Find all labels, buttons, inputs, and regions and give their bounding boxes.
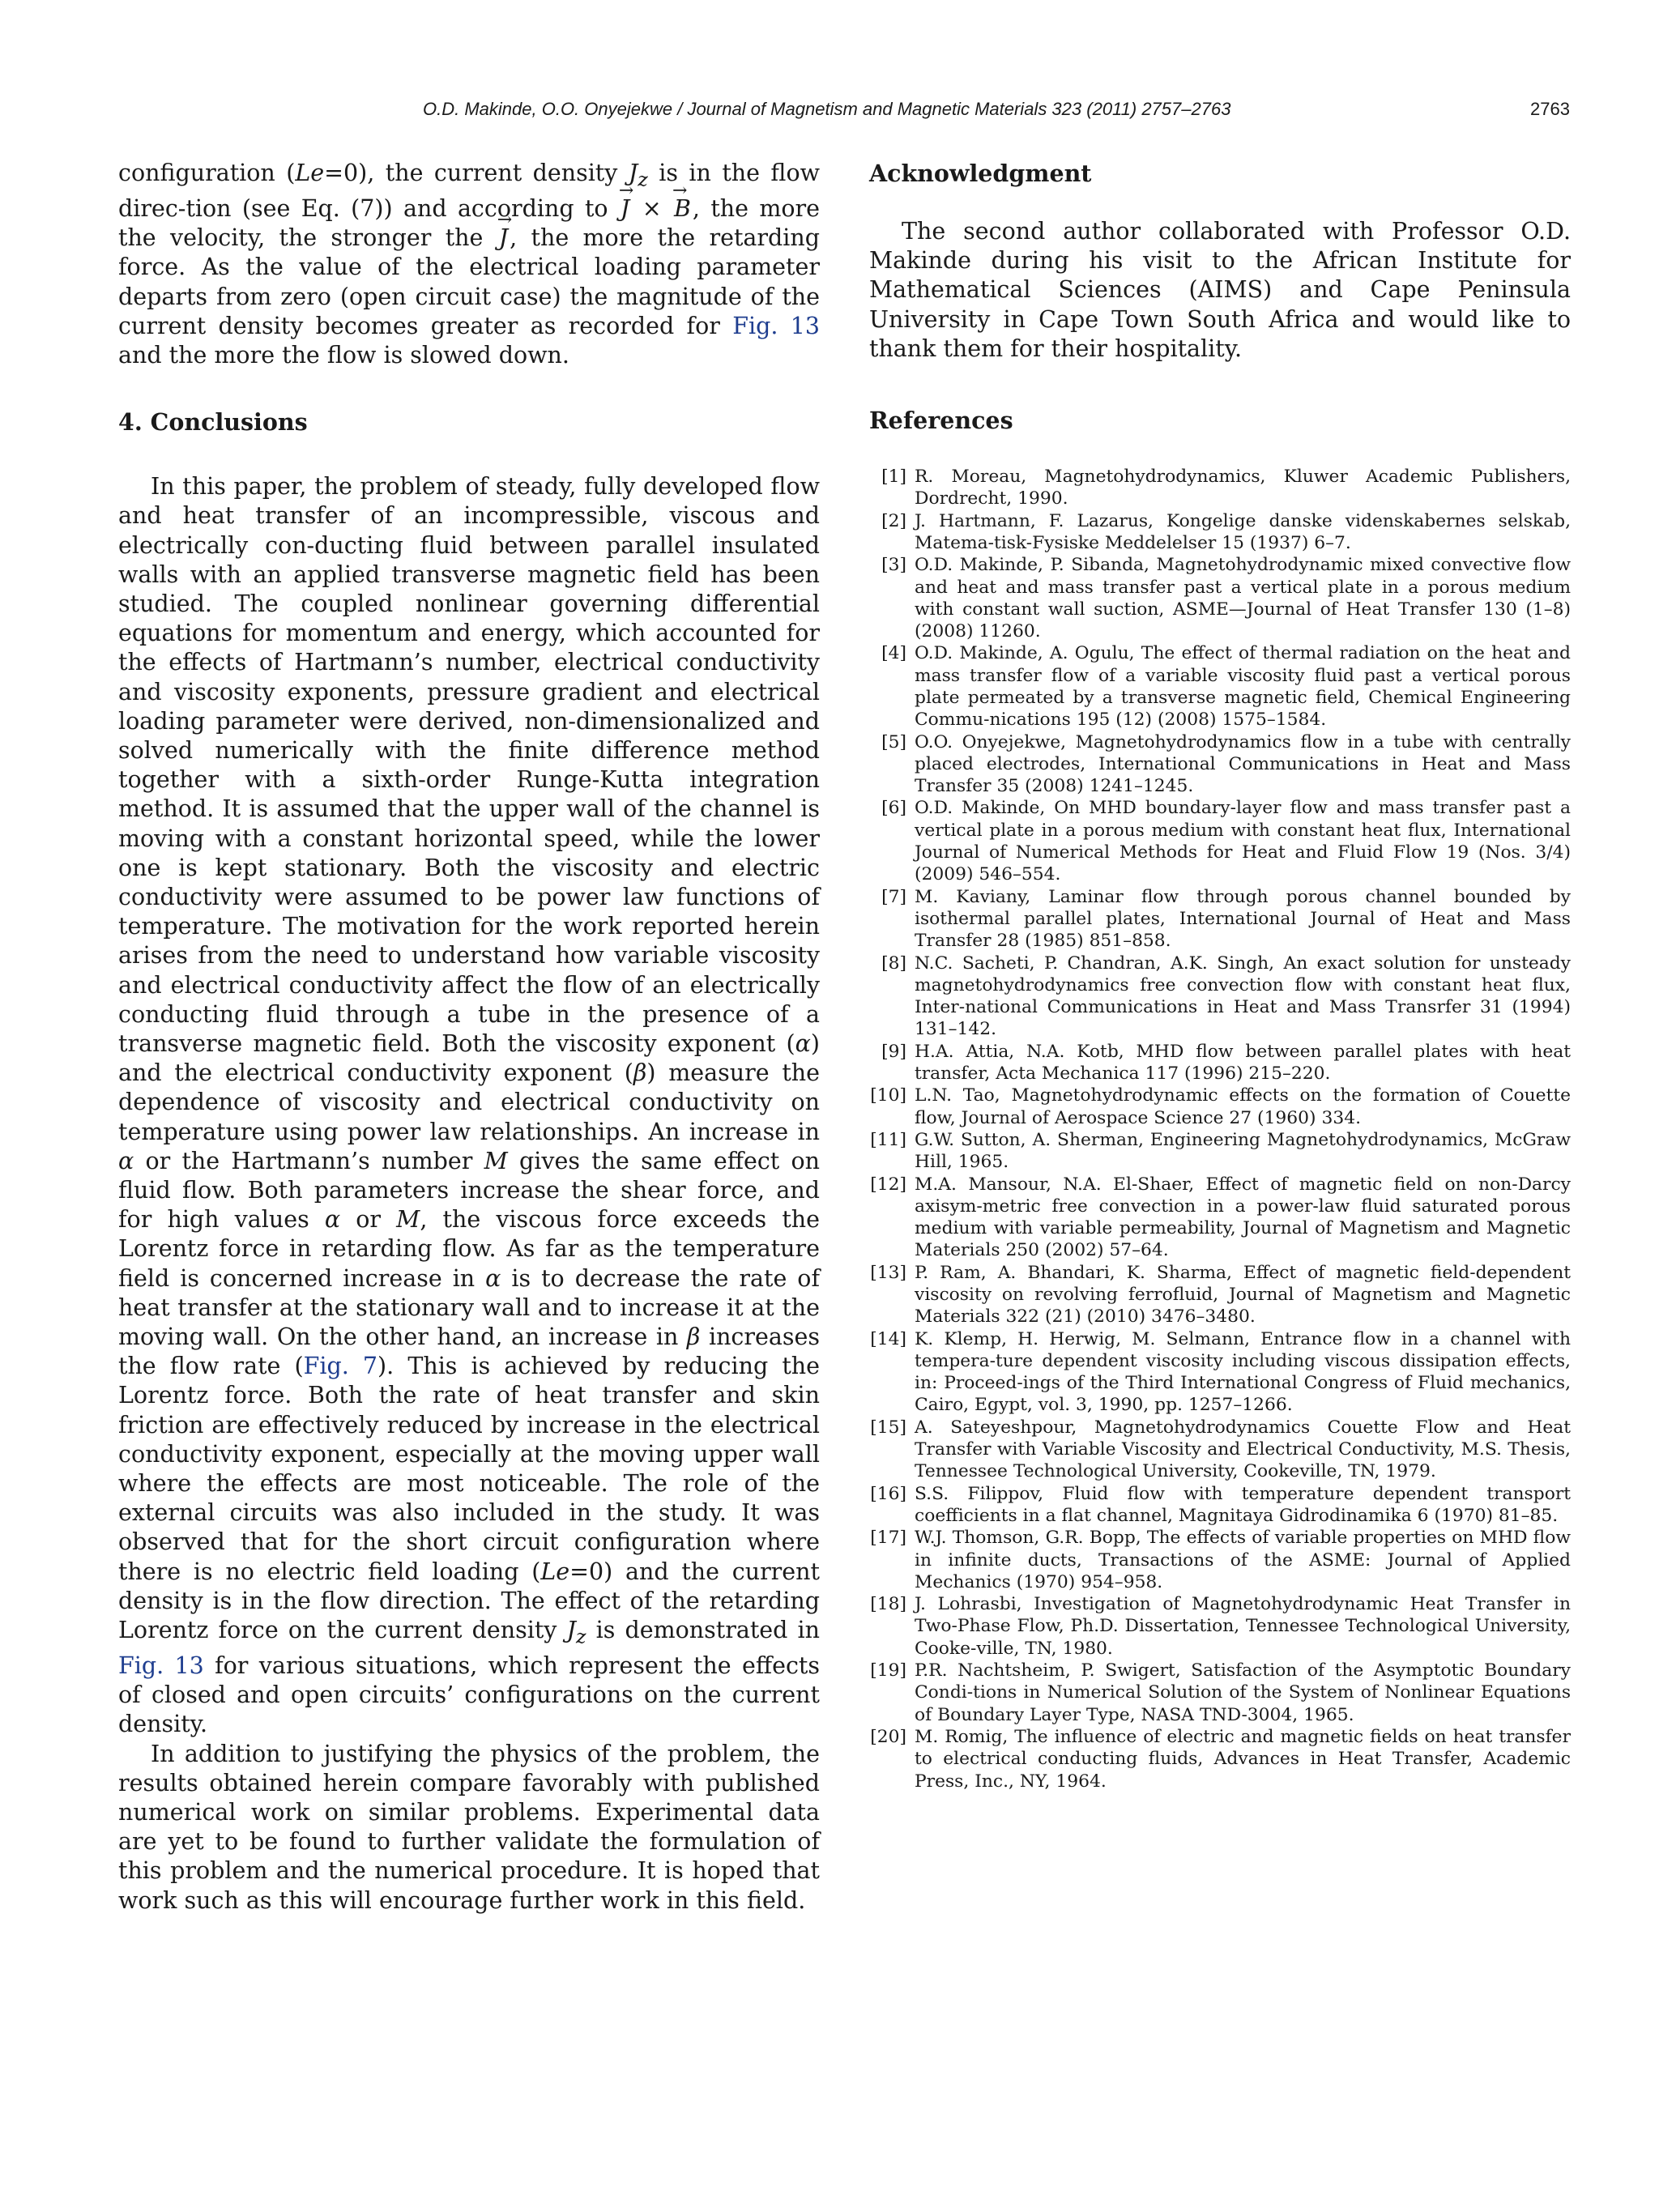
figure-link[interactable]: Fig. 13 xyxy=(732,312,820,339)
journal-citation: O.D. Makinde, O.O. Onyejekwe / Journal of Magnetism and Magnetic Materials 323 (2011) 2757–2763 xyxy=(423,99,1231,119)
reference-text: W.J. Thomson, G.R. Bopp, The effects of variable properties on MHD flow in infinite ducts, Transactions of the ASME: Journal of Applied Mechanics (1970) 954–958. xyxy=(915,1528,1571,1592)
reference-number: [5] xyxy=(881,731,906,752)
reference-text: J. Lohrasbi, Investigation of Magnetohydrodynamic Heat Transfer in Two-Phase Flow, Ph.D. Dissertation, Tennessee Technological University, Cooke-ville, TN, 1980. xyxy=(915,1594,1571,1659)
reference-item xyxy=(869,797,1571,885)
reference-text: J. Hartmann, F. Lazarus, Kongelige danske videnskabernes selskab, Matema-tisk-Fysiske Meddelelser 15 (1937) 6–7. xyxy=(915,510,1571,553)
left-column xyxy=(118,159,820,1916)
paragraph-conclusions: In this paper, the problem of steady, fully developed flow and heat transfer of an incompressible, viscous and electrically con-ducting fluid between parallel insulated walls with an applied transverse magnetic field has been studied. The coupled nonlinear governing differential equations for momentum and energy, which accounted for the effects of Hartmann’s number, electrical conductivity and viscosity exponents, pressure gradient and electrical loading parameter were derived, non-dimensionalized and solved numerically with the finite difference method together with a sixth-order Runge-Kutta integration method. It is assumed that the upper wall of the channel is moving with a constant horizontal speed, while the lower one is kept stationary. Both the viscosity and electric conductivity were assumed to be power law functions of temperature. The motivation for the work reported herein arises from the need to understand how variable viscosity and electrical conductivity affect the flow of an electrically conducting fluid through a tube in the presence of a transverse magnetic field. Both the viscosity exponent (α) and the electrical conductivity exponent (β) measure the dependence of viscosity and electrical conductivity on temperature using power law relationships. An increase in α or the Hartmann’s number M gives the same effect on fluid flow. Both parameters increase the shear force, and for high values α or M, the viscous force exceeds the Lorentz force in retarding flow. As far as the temperature field is concerned increase in α is to decrease the rate of heat transfer at the stationary wall and to increase it at the moving wall. On the other hand, an increase in β increases the flow rate (Fig. 7). This is achieved by reducing the Lorentz force. Both the rate of heat transfer and skin friction are effectively reduced by increase in the electrical conductivity exponent, especially at the moving upper wall where the effects are most noticeable. The role of the external circuits was also included in the study. It was observed that for the short circuit configuration where there is no electric field loading (Le=0) and the current density is in the flow direction. The effect of the retarding Lorentz force on the current density $J_z$ is demonstrated in Fig. 13 for various situations, which represent the effects of closed and open circuits’ configurations on the current density. xyxy=(118,473,820,1738)
paragraph-conclusions-2: In addition to justifying the physics of the problem, the results obtained herein compare favorably with published numerical work on similar problems. Experimental data are yet to be found to further validate the formulation of this problem and the numerical procedure. It is hoped that work such as this will encourage further work in this field. xyxy=(118,1740,820,1914)
reference-item xyxy=(869,1483,1571,1528)
reference-text: O.O. Onyejekwe, Magnetohydrodynamics flow in a tube with centrally placed electrodes, International Communications in Heat and Mass Transfer 35 (2008) 1241–1245. xyxy=(915,731,1571,797)
reference-text: M. Romig, The influence of electric and magnetic fields on heat transfer to electrical conducting fluids, Advances in Heat Transfer, Academic Press, Inc., NY, 1964. xyxy=(915,1726,1571,1792)
reference-number: [18] xyxy=(870,1594,906,1615)
reference-item xyxy=(869,1174,1571,1262)
paragraph-acknowledgment: The second author collaborated with Professor O.D. Makinde during his visit to the African Institute for Mathematical Sciences (AIMS) and Cape Peninsula University in Cape Town South Africa and would like to thank them for their hospitality. xyxy=(869,218,1571,362)
reference-item xyxy=(869,1328,1571,1417)
reference-number: [17] xyxy=(870,1528,906,1549)
reference-item xyxy=(869,554,1571,642)
reference-text: G.W. Sutton, A. Sherman, Engineering Magnetohydrodynamics, McGraw Hill, 1965. xyxy=(915,1129,1571,1173)
reference-text: O.D. Makinde, On MHD boundary-layer flow and mass transfer past a vertical plate in a porous medium with constant heat flux, International Journal of Numerical Methods for Heat and Fluid Flow 19 (Nos. 3/4) (2009) 546–554. xyxy=(915,798,1571,885)
reference-text: A. Sateyeshpour, Magnetohydrodynamics Couette Flow and Heat Transfer with Variable Viscosity and Electrical Conductivity, M.S. Thesis, Tennessee Technological University, Cookeville, TN, 1979. xyxy=(915,1417,1571,1482)
reference-item xyxy=(869,731,1571,798)
paragraph-continuation: configuration (Le=0), the current density $J_z$ is in the flow direc-tion (see Eq. (7)) and according to → J × → B, the more the velocity, the stronger the → J, the more the retarding force. As the value of the electrical loading parameter departs from zero (open circuit case) the magnitude of the current density becomes greater as recorded for Fig. 13 and the more the flow is slowed down. xyxy=(118,159,820,370)
reference-number: [3] xyxy=(881,555,906,576)
reference-text: P.R. Nachtsheim, P. Swigert, Satisfaction of the Asymptotic Boundary Condi-tions in Numerical Solution of the System of Nonlinear Equations of Boundary Layer Type, NASA TND-3004, 1965. xyxy=(915,1660,1571,1725)
reference-item xyxy=(869,1041,1571,1085)
reference-number: [16] xyxy=(870,1483,906,1504)
reference-number: [14] xyxy=(870,1328,906,1349)
reference-text: R. Moreau, Magnetohydrodynamics, Kluwer Academic Publishers, Dordrecht, 1990. xyxy=(915,467,1571,509)
reference-number: [13] xyxy=(870,1262,906,1283)
right-column xyxy=(869,159,1571,1792)
reference-text: H.A. Attia, N.A. Kotb, MHD flow between parallel plates with heat transfer, Acta Mechanica 117 (1996) 215–220. xyxy=(915,1041,1571,1085)
reference-number: [2] xyxy=(881,510,906,531)
page-number: 2763 xyxy=(1530,99,1570,119)
reference-item xyxy=(869,1129,1571,1174)
reference-text: O.D. Makinde, A. Ogulu, The effect of thermal radiation on the heat and mass transfer flow of a variable viscosity fluid past a vertical porous plate permeated by a transverse magnetic field, Chemical Engineering Commu-nications 195 (12) (2008) 1575–1584. xyxy=(915,643,1571,731)
reference-number: [12] xyxy=(870,1174,906,1195)
figure-link[interactable]: Fig. 13 xyxy=(118,1652,204,1679)
reference-text: P. Ram, A. Bhandari, K. Sharma, Effect of magnetic field-dependent viscosity on revolving ferrofluid, Journal of Magnetism and Magnetic Materials 322 (21) (2010) 3476–3480. xyxy=(915,1262,1571,1328)
reference-number: [10] xyxy=(870,1085,906,1106)
reference-item xyxy=(869,1726,1571,1792)
section-heading-references: References xyxy=(869,407,1013,435)
reference-number: [7] xyxy=(881,886,906,907)
section-heading-acknowledgment: Acknowledgment xyxy=(869,160,1092,187)
vector-b: → B xyxy=(672,194,693,224)
reference-text: K. Klemp, H. Herwig, M. Selmann, Entrance flow in a channel with tempera-ture dependent viscosity including viscous dissipation effects, in: Proceed-ings of the Third International Congress of Fluid mechanics, Cairo, Egypt, vol. 3, 1990, pp. 1257–1266. xyxy=(915,1328,1571,1416)
reference-number: [1] xyxy=(881,467,906,488)
reference-number: [20] xyxy=(870,1726,906,1747)
reference-number: [8] xyxy=(881,953,906,974)
reference-item xyxy=(869,1593,1571,1660)
reference-list xyxy=(869,466,1571,1792)
reference-number: [6] xyxy=(881,798,906,819)
vector-j: → J xyxy=(497,224,510,253)
reference-number: [19] xyxy=(870,1660,906,1681)
reference-item xyxy=(869,466,1571,510)
reference-text: M. Kaviany, Laminar flow through porous channel bounded by isothermal parallel plates, International Journal of Heat and Mass Transfer 28 (1985) 851–858. xyxy=(915,886,1571,952)
reference-number: [15] xyxy=(870,1417,906,1438)
reference-text: S.S. Filippov, Fluid flow with temperature dependent transport coefficients in a flat channel, Magnitaya Gidrodinamika 6 (1970) 81–85. xyxy=(915,1483,1571,1526)
section-heading-conclusions: 4. Conclusions xyxy=(118,408,308,437)
reference-item xyxy=(869,886,1571,953)
reference-number: [9] xyxy=(881,1041,906,1062)
reference-item xyxy=(869,1417,1571,1483)
reference-item xyxy=(869,953,1571,1041)
reference-item xyxy=(869,510,1571,555)
reference-item xyxy=(869,1085,1571,1129)
reference-item xyxy=(869,1660,1571,1726)
reference-number: [4] xyxy=(881,643,906,664)
reference-item xyxy=(869,642,1571,731)
reference-number: [11] xyxy=(870,1129,906,1150)
reference-text: L.N. Tao, Magnetohydrodynamic effects on the formation of Couette flow, Journal of Aerospace Science 27 (1960) 334. xyxy=(915,1085,1571,1128)
reference-item xyxy=(869,1527,1571,1593)
reference-text: M.A. Mansour, N.A. El-Shaer, Effect of magnetic field on non-Darcy axisym-metric free convection in a power-law fluid saturated porous medium with variable permeability, Journal of Magnetism and Magnetic Materials 250 (2002) 57–64. xyxy=(915,1174,1571,1261)
reference-text: O.D. Makinde, P. Sibanda, Magnetohydrodynamic mixed convective flow and heat and mass transfer past a vertical plate in a porous medium with constant wall suction, ASME—Journal of Heat Transfer 130 (1–8) (2008) 11260. xyxy=(915,555,1571,642)
reference-text: N.C. Sacheti, P. Chandran, A.K. Singh, An exact solution for unsteady magnetohydrodynamics free convection flow with constant heat flux, Inter-national Communications in Heat and Mass Transrfer 31 (1994) 131–142. xyxy=(915,953,1571,1040)
vector-j: → J xyxy=(619,194,631,224)
reference-item xyxy=(869,1262,1571,1328)
figure-link[interactable]: Fig. 7 xyxy=(303,1353,378,1380)
